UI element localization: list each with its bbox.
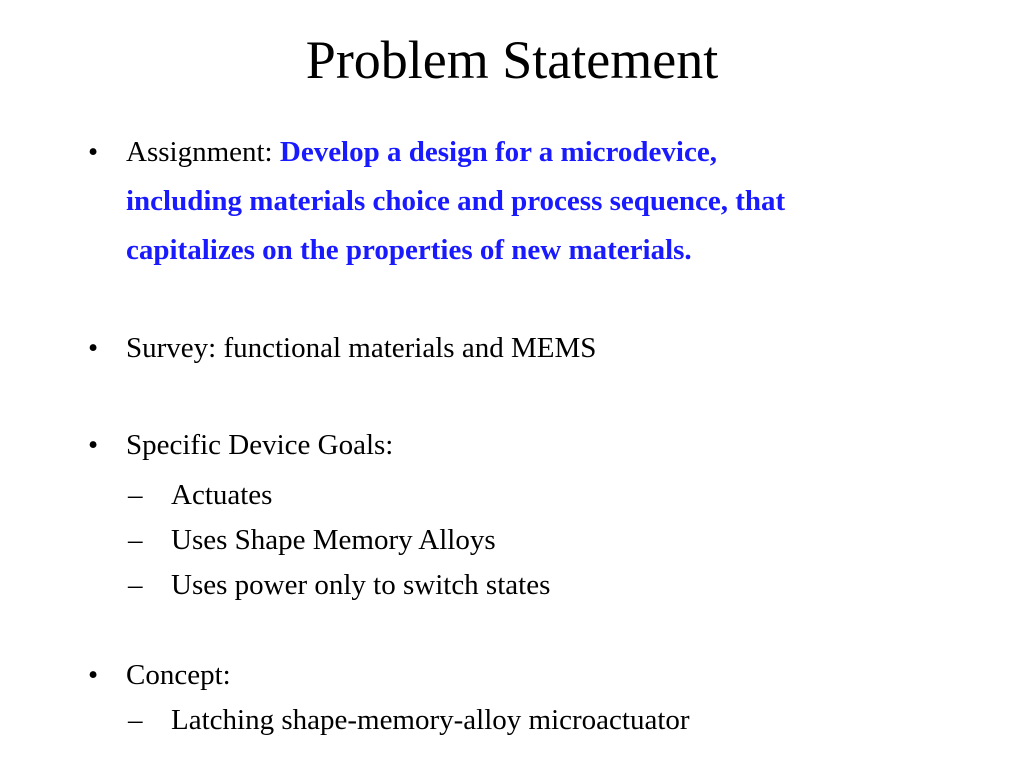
bullet-icon: • — [88, 429, 99, 461]
concept-text: Latching shape-memory-alloy microactuator — [171, 704, 690, 736]
dash-icon: – — [128, 569, 143, 601]
assignment-highlight-line1: Develop a design for a microdevice, — [279, 136, 717, 168]
assignment-highlight-line3: capitalizes on the properties of new materials. — [126, 234, 692, 266]
device-goal-text: Uses Shape Memory Alloys — [171, 524, 496, 556]
bullet-assignment-line1 — [126, 134, 717, 170]
slide-title: Problem Statement — [305, 30, 719, 90]
bullet-icon: • — [88, 659, 99, 691]
bullet-icon: • — [88, 136, 99, 168]
assignment-label: Assignment: — [126, 136, 280, 168]
concept-label: Concept: — [126, 659, 231, 691]
dash-icon: – — [128, 479, 143, 511]
dash-icon: – — [128, 704, 143, 736]
survey-text: Survey: functional materials and MEMS — [126, 332, 597, 364]
assignment-highlight-line2: including materials choice and process sequence, that — [126, 185, 786, 217]
dash-icon: – — [128, 524, 143, 556]
device-goal-text: Uses power only to switch states — [171, 569, 551, 601]
bullet-icon: • — [88, 332, 99, 364]
device-goal-text: Actuates — [171, 479, 273, 511]
device-goals-label: Specific Device Goals: — [126, 429, 394, 461]
